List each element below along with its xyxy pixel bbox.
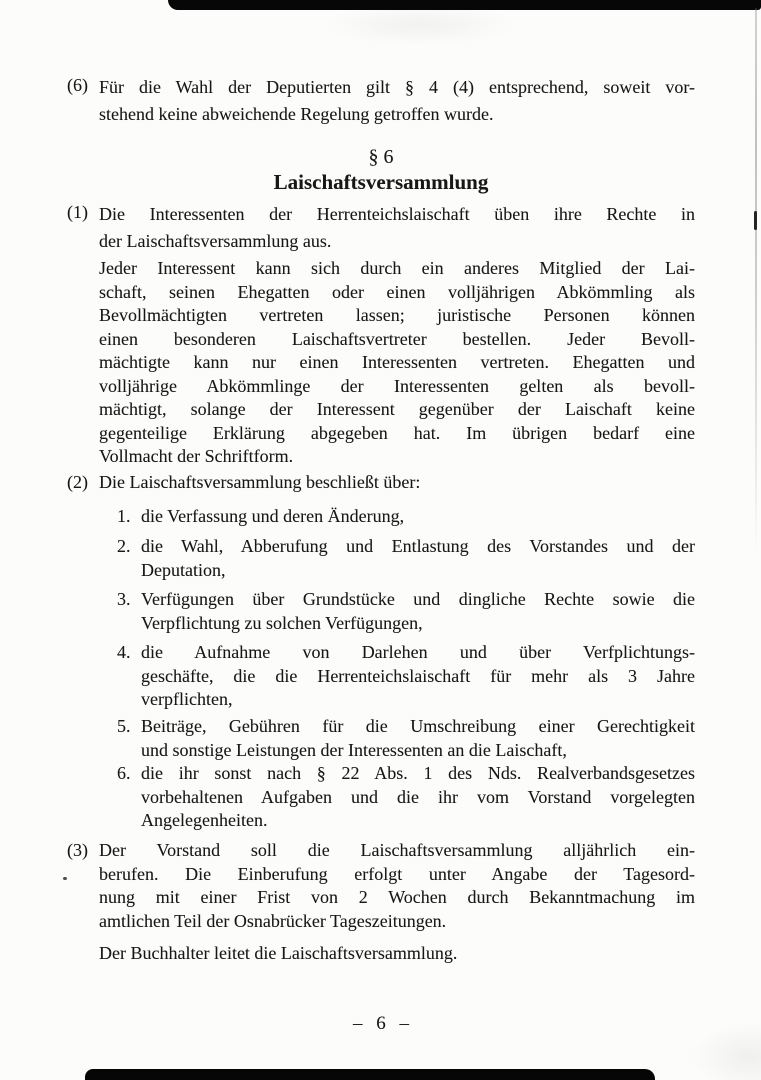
statute-text [67,74,695,966]
text-line: mächtigt, solange der Interessent gegenüber der Laischaft keine [99,399,695,419]
text-line: Verpflichtung zu solchen Verfügungen, [141,612,423,633]
list-item-6 [117,762,695,833]
text-line: die ihr sonst nach § 22 Abs. 1 des Nds. Realverbandsgesetzes [141,763,695,783]
clause-3 [67,839,695,933]
list-item-5 [117,715,695,762]
text-line: verpflichten, [141,689,233,709]
clause-1-label: (1) [67,202,88,222]
text-line: der Laischaftsversammlung aus. [99,230,332,251]
list-item-2 [117,535,695,582]
text-line: geschäfte, die die Herrenteichslaischaft für mehr als 3 Jahre [141,665,695,686]
list-item-4-label: 4. [117,642,131,662]
text-line: Angelegenheiten. [141,810,268,830]
text-line: vorbehaltenen Aufgaben und die ihr vom Vorstand vorgelegten [141,786,695,807]
section-title: Laischaftsversammlung [273,170,489,194]
text-line: Die Interessenten der Herrenteichslaischaft üben ihre Rechte in [99,204,695,224]
clause-6 [67,74,695,127]
list-item-3-label: 3. [117,589,131,609]
text-line: mächtigte kann nur einen Interessenten vertreten. Ehegatten und [99,352,695,372]
text-line: Bevollmächtigten vertreten lassen; juristische Personen können [99,305,695,325]
text-line: volljährige Abkömmlinge der Interessenten gelten als bevoll- [99,375,695,396]
text-line: Vollmacht der Schriftform. [99,446,294,466]
text-line: amtlichen Teil der Osnabrücker Tageszeitungen. [99,910,447,931]
list-item-3 [117,588,695,635]
text-line: und sonstige Leistungen der Interessenten an die Laischaft, [141,739,567,760]
text-line: Beiträge, Gebühren für die Umschreibung einer Gerechtigkeit [141,716,695,736]
page-number: – 6 – [353,1012,409,1034]
list-item-1 [117,505,695,529]
text-line: Deputation, [141,559,226,580]
scan-edge-bar-bottom [85,1069,655,1080]
text-line: Der Buchhalter leitet die Laischaftsversammlung. [99,943,458,963]
list-item-6-label: 6. [117,763,131,783]
text-line: Verfügungen über Grundstücke und dingliche Rechte sowie die [141,589,695,609]
list-item-4 [117,641,695,712]
clause-1 [67,201,695,254]
list-item-1-label: 1. [117,506,131,526]
text-line: stehend keine abweichende Regelung getroffen wurde. [99,103,494,124]
clause-2-label: (2) [67,472,88,492]
list-item-2-label: 2. [117,536,131,556]
text-line: Der Vorstand soll die Laischaftsversammlung alljährlich ein- [99,840,695,860]
clause-3-paragraph-2 [67,942,695,966]
text-line: die Verfassung und deren Änderung, [141,506,405,526]
section-number: § 6 [368,145,394,168]
clause-2 [67,471,695,495]
clause-3-label: (3) [67,840,88,860]
text-line: Die Laischaftsversammlung beschließt über: [99,472,421,492]
text-line: berufen. Die Einberufung erfolgt unter Angabe der Tagesord- [99,863,695,884]
clause-1-paragraph-2 [67,257,695,469]
text-line: die Aufnahme von Darlehen und über Verfplichtungs- [141,642,695,662]
text-line: gegenteilige Erklärung abgegeben hat. Im übrigen bedarf eine [99,422,695,443]
text-line: die Wahl, Abberufung und Entlastung des Vorstandes und der [141,536,695,556]
clause-6-label: (6) [67,75,88,95]
text-line: Für die Wahl der Deputierten gilt § 4 (4) entsprechend, soweit vor- [99,77,695,97]
list-item-5-label: 5. [117,716,131,736]
text-line: Jeder Interessent kann sich durch ein anderes Mitglied der Lai- [99,258,695,278]
text-line: nung mit einer Frist von 2 Wochen durch Bekanntmachung im [99,887,695,907]
text-line: einen besonderen Laischaftsvertreter bestellen. Jeder Bevoll- [99,328,695,349]
text-line: schaft, seinen Ehegatten oder einen volljährigen Abkömmling als [99,281,695,302]
